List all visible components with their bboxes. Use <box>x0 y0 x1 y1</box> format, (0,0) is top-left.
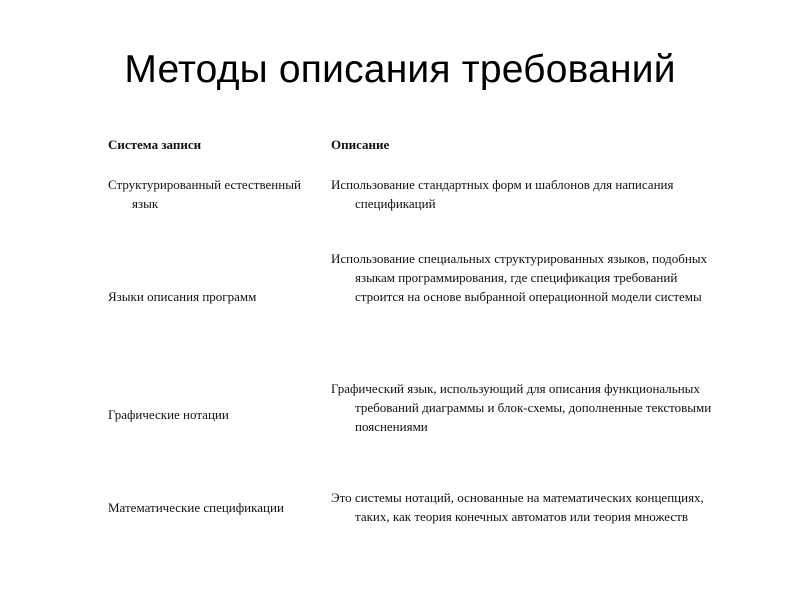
row-2-notation: Языки описания программ <box>108 289 257 304</box>
header-description: Описание <box>331 137 390 152</box>
row-1-description: Использование стандартных форм и шаблонов для написания спецификаций <box>331 177 674 211</box>
row-4-notation: Математические спецификации <box>108 500 284 515</box>
header-notation: Система записи <box>108 137 202 152</box>
row-1-notation: Структурированный естественный язык <box>108 177 301 211</box>
row-3-notation: Графические нотации <box>108 407 229 422</box>
row-3-description: Графический язык, использующий для описания функциональных требований диаграммы и блок-схемы, дополненные текстовыми пояснениями <box>331 381 712 434</box>
slide-title: Методы описания требований <box>124 48 676 91</box>
row-4-description: Это системы нотаций, основанные на математических концепциях, таких, как теория конечных автоматов или теория множеств <box>331 490 704 524</box>
row-2-description: Использование специальных структурированных языков, подобных языкам программирования, где спецификация требований строится на основе выбранной операционной модели системы <box>331 251 708 304</box>
